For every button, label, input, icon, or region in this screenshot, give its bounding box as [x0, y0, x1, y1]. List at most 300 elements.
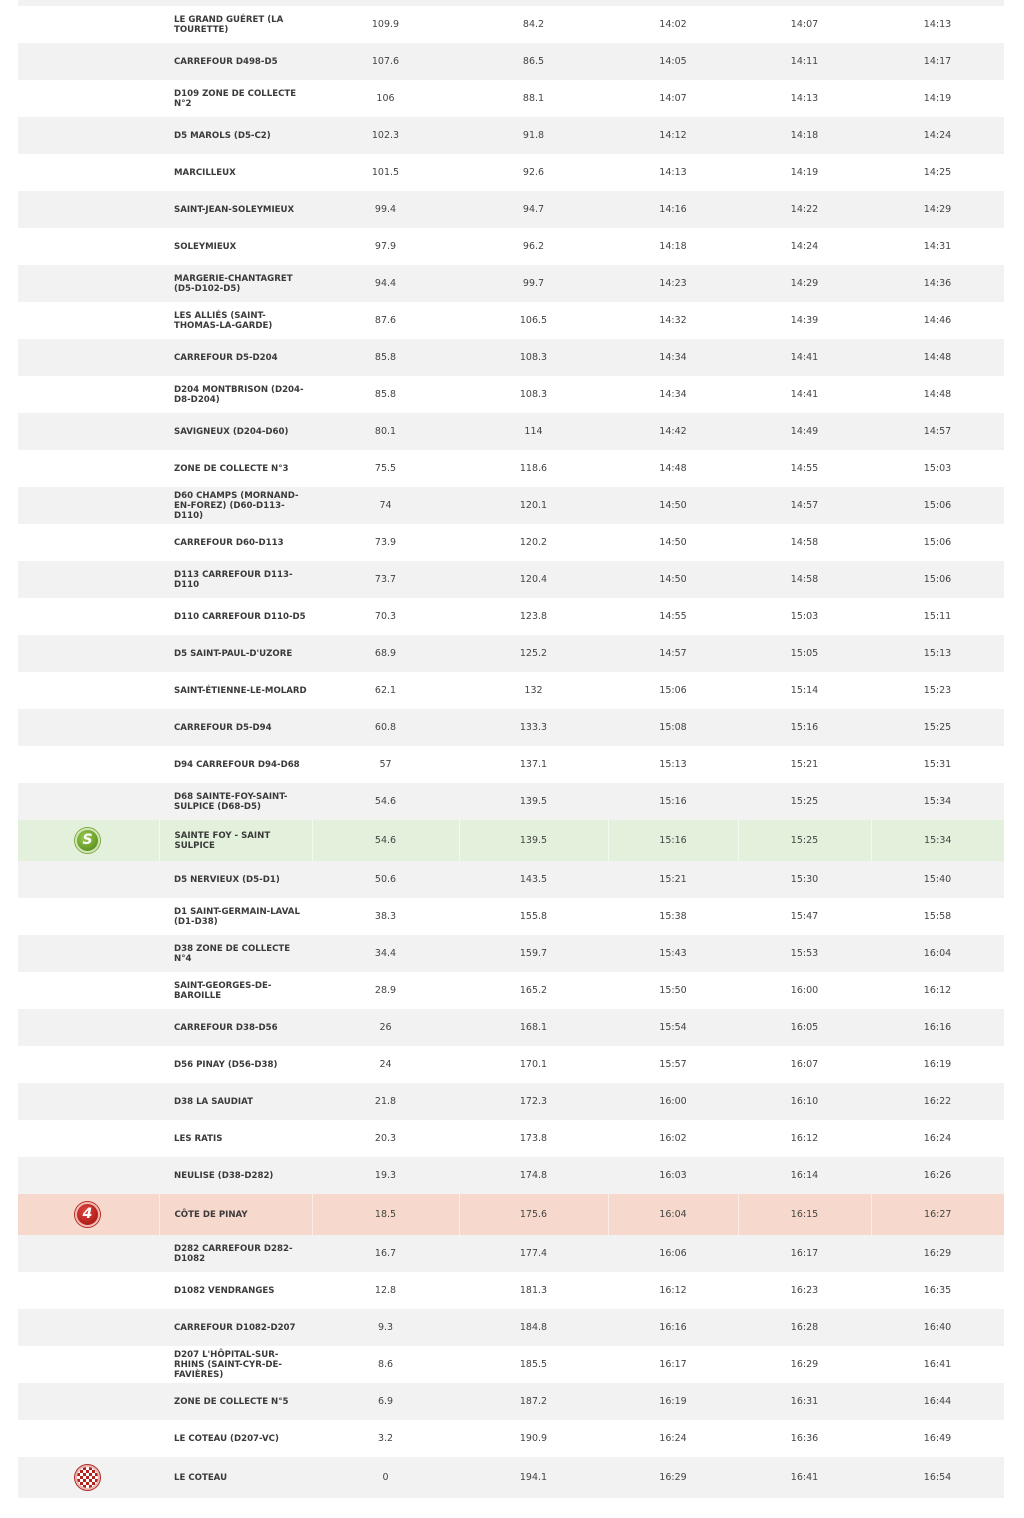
time-average: 14:41	[790, 389, 819, 400]
km-done: 108.3	[459, 339, 608, 376]
place-name: CARREFOUR D498-D5	[159, 43, 312, 80]
km-remaining: 34.4	[312, 935, 459, 972]
time-average: 16:12	[790, 1133, 819, 1144]
time-average: 16:17	[738, 1235, 871, 1272]
km-done: 143.5	[459, 861, 608, 898]
time-average: 16:07	[790, 1059, 819, 1070]
itinerary-row	[18, 487, 1004, 524]
time-average: 14:22	[738, 191, 871, 228]
time-slow: 15:13	[871, 635, 1004, 672]
time-average: 16:05	[738, 1009, 871, 1046]
km-remaining: 94.4	[312, 265, 459, 302]
time-slow: 14:48	[871, 339, 1004, 376]
time-slow: 15:03	[923, 463, 952, 474]
time-slow: 16:26	[871, 1157, 1004, 1194]
time-fast: 16:12	[659, 1285, 687, 1296]
km-done: 96.2	[522, 241, 545, 252]
itinerary-row	[18, 1009, 1004, 1046]
itinerary-row	[18, 746, 1004, 783]
time-average: 14:41	[738, 339, 871, 376]
time-fast: 14:57	[608, 635, 738, 672]
time-average: 14:18	[738, 117, 871, 154]
itinerary-row	[18, 80, 1004, 117]
time-slow: 16:12	[923, 985, 952, 996]
time-average: 15:14	[790, 685, 819, 696]
km-remaining: 60.8	[312, 709, 459, 746]
itinerary-row	[18, 1235, 1004, 1272]
km-remaining: 106	[376, 93, 395, 104]
itinerary-row	[18, 561, 1004, 598]
time-slow: 15:34	[871, 783, 1004, 820]
place-name: LES ALLIÉS (SAINT-THOMAS-LA-GARDE)	[174, 310, 273, 331]
km-remaining: 102.3	[312, 117, 459, 154]
time-slow: 15:34	[871, 820, 1004, 861]
row-marker-cell	[18, 709, 159, 746]
itinerary-row	[18, 228, 1004, 265]
time-average: 16:15	[738, 1194, 871, 1235]
time-average: 14:58	[738, 561, 871, 598]
itinerary-row	[18, 1046, 1004, 1083]
place-name: LE COTEAU (D207-VC)	[174, 1433, 279, 1444]
km-done: 114	[459, 413, 608, 450]
itinerary-row	[18, 635, 1004, 672]
time-fast: 14:34	[659, 389, 687, 400]
finish-flag-icon	[75, 1465, 100, 1490]
time-fast: 14:50	[659, 537, 687, 548]
place-name: D204 MONTBRISON (D204-D8-D204)	[174, 384, 304, 405]
time-average: 14:11	[738, 43, 871, 80]
time-fast: 14:34	[608, 339, 738, 376]
itinerary-row	[18, 1120, 1004, 1157]
km-done: 168.1	[459, 1009, 608, 1046]
time-fast: 15:16	[608, 783, 738, 820]
itinerary-row	[18, 1457, 1004, 1498]
place-name: CARREFOUR D38-D56	[159, 1009, 312, 1046]
km-remaining: 85.8	[312, 339, 459, 376]
km-done: 137.1	[519, 759, 548, 770]
time-slow: 15:40	[871, 861, 1004, 898]
itinerary-row	[18, 1083, 1004, 1120]
time-average: 16:29	[790, 1359, 819, 1370]
itinerary-row	[18, 1383, 1004, 1420]
row-marker-cell	[18, 524, 159, 561]
place-name: D110 CARREFOUR D110-D5	[174, 611, 306, 622]
time-slow: 15:58	[923, 911, 952, 922]
km-remaining: 73.9	[374, 537, 397, 548]
row-marker-cell	[18, 1194, 159, 1235]
time-fast: 14:05	[608, 43, 738, 80]
place-name: CARREFOUR D60-D113	[174, 537, 284, 548]
km-remaining: 101.5	[371, 167, 400, 178]
itinerary-row	[18, 898, 1004, 935]
time-average: 14:07	[790, 19, 819, 30]
time-fast: 16:29	[608, 1457, 738, 1498]
itinerary-row	[18, 450, 1004, 487]
time-fast: 15:08	[608, 709, 738, 746]
place-name: D5 SAINT-PAUL-D'UZORE	[159, 635, 312, 672]
km-remaining: 16.7	[312, 1235, 459, 1272]
row-marker-cell	[18, 1420, 159, 1457]
place-name: SAINT-JEAN-SOLEYMIEUX	[159, 191, 312, 228]
km-done: 185.5	[519, 1359, 548, 1370]
time-slow: 16:22	[871, 1083, 1004, 1120]
time-fast: 15:38	[659, 911, 687, 922]
time-average: 14:13	[790, 93, 819, 104]
row-marker-cell	[18, 339, 159, 376]
time-fast: 15:43	[608, 935, 738, 972]
km-remaining: 87.6	[374, 315, 397, 326]
time-fast: 15:16	[608, 820, 738, 861]
time-fast: 14:16	[608, 191, 738, 228]
itinerary-row	[18, 339, 1004, 376]
itinerary-row	[18, 861, 1004, 898]
row-marker-cell	[18, 487, 159, 524]
time-slow: 14:46	[923, 315, 952, 326]
km-done: 172.3	[459, 1083, 608, 1120]
time-average: 15:25	[738, 783, 871, 820]
row-marker-cell	[18, 6, 159, 43]
km-done: 155.8	[519, 911, 548, 922]
time-fast: 14:02	[659, 19, 687, 30]
row-marker-cell	[18, 1046, 159, 1083]
sprint-icon	[75, 828, 100, 853]
time-slow: 14:24	[871, 117, 1004, 154]
time-average: 15:30	[738, 861, 871, 898]
time-fast: 15:06	[659, 685, 687, 696]
time-fast: 14:12	[608, 117, 738, 154]
time-average: 15:53	[738, 935, 871, 972]
time-fast: 16:00	[608, 1083, 738, 1120]
place-name: CARREFOUR D5-D204	[159, 339, 312, 376]
time-fast: 16:17	[659, 1359, 687, 1370]
time-slow: 16:16	[871, 1009, 1004, 1046]
itinerary-row	[18, 1272, 1004, 1309]
km-remaining: 62.1	[374, 685, 397, 696]
km-done: 118.6	[519, 463, 548, 474]
km-remaining: 24	[379, 1059, 392, 1070]
row-marker-cell	[18, 265, 159, 302]
time-slow: 16:24	[923, 1133, 952, 1144]
km-done: 133.3	[459, 709, 608, 746]
time-fast: 14:13	[659, 167, 687, 178]
time-fast: 14:50	[608, 561, 738, 598]
km-remaining: 21.8	[312, 1083, 459, 1120]
row-marker-cell	[18, 1083, 159, 1120]
time-average: 15:25	[738, 820, 871, 861]
time-fast: 14:55	[659, 611, 687, 622]
km-done: 120.1	[459, 487, 608, 524]
time-fast: 16:04	[608, 1194, 738, 1235]
row-marker-cell	[18, 1457, 159, 1498]
time-slow: 16:19	[923, 1059, 952, 1070]
row-marker-cell	[18, 228, 159, 265]
itinerary-row	[18, 1346, 1004, 1383]
km-done: 94.7	[459, 191, 608, 228]
itinerary-row	[18, 672, 1004, 709]
km-remaining: 12.8	[374, 1285, 397, 1296]
place-name: SAVIGNEUX (D204-D60)	[159, 413, 312, 450]
time-slow: 14:36	[871, 265, 1004, 302]
km-done: 106.5	[519, 315, 548, 326]
km-remaining: 74	[312, 487, 459, 524]
time-fast: 15:21	[608, 861, 738, 898]
km-done: 175.6	[459, 1194, 608, 1235]
time-fast: 14:18	[659, 241, 687, 252]
time-slow: 16:41	[923, 1359, 952, 1370]
itinerary-row	[18, 117, 1004, 154]
place-name: D68 SAINTE-FOY-SAINT-SULPICE (D68-D5)	[159, 783, 312, 820]
itinerary-row	[18, 524, 1004, 561]
row-marker-cell	[18, 746, 159, 783]
row-marker-cell	[18, 820, 159, 861]
time-average: 16:23	[790, 1285, 819, 1296]
itinerary-row	[18, 1420, 1004, 1457]
time-average: 15:03	[790, 611, 819, 622]
km-done: 170.1	[519, 1059, 548, 1070]
time-fast: 15:54	[608, 1009, 738, 1046]
time-slow: 14:25	[923, 167, 952, 178]
time-average: 14:49	[738, 413, 871, 450]
km-done: 190.9	[519, 1433, 548, 1444]
km-remaining: 18.5	[312, 1194, 459, 1235]
km-remaining: 6.9	[312, 1383, 459, 1420]
place-name: CÔTE DE PINAY	[159, 1194, 312, 1235]
km-done: 194.1	[459, 1457, 608, 1498]
time-slow: 15:06	[923, 537, 952, 548]
marker-label: S	[82, 832, 93, 848]
time-slow: 16:54	[871, 1457, 1004, 1498]
time-average: 16:28	[738, 1309, 871, 1346]
km-remaining: 109.9	[371, 19, 400, 30]
time-slow: 16:40	[871, 1309, 1004, 1346]
time-average: 16:10	[738, 1083, 871, 1120]
km-remaining: 50.6	[312, 861, 459, 898]
km-done: 123.8	[519, 611, 548, 622]
row-marker-cell	[18, 80, 159, 117]
row-marker-cell	[18, 861, 159, 898]
row-marker-cell	[18, 302, 159, 339]
row-marker-cell	[18, 1346, 159, 1383]
place-name: D56 PINAY (D56-D38)	[174, 1059, 278, 1070]
time-fast: 16:02	[659, 1133, 687, 1144]
km-done: 125.2	[459, 635, 608, 672]
km-done: 120.2	[519, 537, 548, 548]
itinerary-row	[18, 6, 1004, 43]
km-done: 165.2	[519, 985, 548, 996]
time-average: 14:19	[790, 167, 819, 178]
time-average: 16:41	[738, 1457, 871, 1498]
itinerary-row	[18, 1309, 1004, 1346]
place-name: LES RATIS	[174, 1133, 223, 1144]
km-done: 174.8	[459, 1157, 608, 1194]
km-done: 181.3	[519, 1285, 548, 1296]
row-marker-cell	[18, 450, 159, 487]
time-average: 16:36	[790, 1433, 819, 1444]
place-name: D1 SAINT-GERMAIN-LAVAL (D1-D38)	[174, 906, 300, 927]
time-slow: 14:17	[871, 43, 1004, 80]
km-done: 99.7	[459, 265, 608, 302]
row-marker-cell	[18, 935, 159, 972]
place-name: SAINT-ÉTIENNE-LE-MOLARD	[174, 685, 307, 696]
time-slow: 14:13	[923, 19, 952, 30]
time-slow: 14:48	[923, 389, 952, 400]
time-slow: 15:06	[871, 487, 1004, 524]
time-fast: 16:19	[608, 1383, 738, 1420]
row-marker-cell	[18, 1272, 159, 1309]
itinerary-table	[18, 6, 1004, 1498]
time-average: 14:29	[738, 265, 871, 302]
place-name: D282 CARREFOUR D282-D1082	[159, 1235, 312, 1272]
km-done: 88.1	[522, 93, 545, 104]
time-fast: 14:48	[659, 463, 687, 474]
km-remaining: 28.9	[374, 985, 397, 996]
km-remaining: 9.3	[312, 1309, 459, 1346]
row-marker-cell	[18, 672, 159, 709]
row-marker-cell	[18, 898, 159, 935]
km-remaining: 0	[312, 1457, 459, 1498]
itinerary-row	[18, 265, 1004, 302]
km-done: 91.8	[459, 117, 608, 154]
km-remaining: 19.3	[312, 1157, 459, 1194]
row-marker-cell	[18, 1383, 159, 1420]
km-done: 84.2	[522, 19, 545, 30]
time-average: 14:24	[790, 241, 819, 252]
place-name: D94 CARREFOUR D94-D68	[174, 759, 300, 770]
place-name: D5 NERVIEUX (D5-D1)	[159, 861, 312, 898]
row-marker-cell	[18, 635, 159, 672]
place-name: D109 ZONE DE COLLECTE N°2	[174, 88, 297, 109]
place-name: SOLEYMIEUX	[174, 241, 237, 252]
itinerary-row	[18, 1157, 1004, 1194]
place-name: NEULISE (D38-D282)	[159, 1157, 312, 1194]
km-remaining: 107.6	[312, 43, 459, 80]
itinerary-row	[18, 376, 1004, 413]
itinerary-row	[18, 43, 1004, 80]
time-slow: 16:29	[871, 1235, 1004, 1272]
time-slow: 15:25	[871, 709, 1004, 746]
time-fast: 15:13	[659, 759, 687, 770]
row-marker-cell	[18, 1235, 159, 1272]
row-marker-cell	[18, 1009, 159, 1046]
time-average: 15:21	[790, 759, 819, 770]
km-remaining: 38.3	[374, 911, 397, 922]
time-average: 14:55	[790, 463, 819, 474]
time-fast: 16:03	[608, 1157, 738, 1194]
place-name: LE COTEAU	[159, 1457, 312, 1498]
time-slow: 15:23	[923, 685, 952, 696]
itinerary-row	[18, 935, 1004, 972]
km-done: 173.8	[519, 1133, 548, 1144]
place-name: D207 L'HÔPITAL-SUR-RHINS (SAINT-CYR-DE-FAVIÈRES)	[174, 1349, 282, 1380]
km-remaining: 70.3	[374, 611, 397, 622]
row-marker-cell	[18, 376, 159, 413]
km-remaining: 8.6	[377, 1359, 394, 1370]
km-remaining: 3.2	[377, 1433, 394, 1444]
time-slow: 16:35	[923, 1285, 952, 1296]
climb-category-4-icon	[75, 1202, 100, 1227]
row-marker-cell	[18, 117, 159, 154]
place-name: SAINT-GEORGES-DE-BAROILLE	[174, 980, 272, 1001]
row-marker-cell	[18, 413, 159, 450]
place-name: MARGERIE-CHANTAGRET (D5-D102-D5)	[159, 265, 312, 302]
row-marker-cell	[18, 1309, 159, 1346]
time-slow: 15:11	[923, 611, 952, 622]
itinerary-row	[18, 820, 1004, 861]
itinerary-row	[18, 972, 1004, 1009]
itinerary-row	[18, 302, 1004, 339]
time-slow: 14:57	[871, 413, 1004, 450]
km-remaining: 75.5	[374, 463, 397, 474]
place-name: D38 ZONE DE COLLECTE N°4	[159, 935, 312, 972]
time-fast: 16:16	[608, 1309, 738, 1346]
time-fast: 15:57	[659, 1059, 687, 1070]
row-marker-cell	[18, 1157, 159, 1194]
time-slow: 14:31	[923, 241, 952, 252]
place-name: D5 MAROLS (D5-C2)	[159, 117, 312, 154]
place-name: D38 LA SAUDIAT	[159, 1083, 312, 1120]
place-name: D1082 VENDRANGES	[174, 1285, 275, 1296]
km-done: 184.8	[459, 1309, 608, 1346]
row-marker-cell	[18, 154, 159, 191]
place-name: LE GRAND GUÉRET (LA TOURETTE)	[174, 14, 284, 35]
km-remaining: 26	[312, 1009, 459, 1046]
place-name: D60 CHAMPS (MORNAND-EN-FOREZ) (D60-D113-D110)	[159, 487, 312, 524]
time-fast: 14:23	[608, 265, 738, 302]
place-name: CARREFOUR D1082-D207	[159, 1309, 312, 1346]
time-average: 16:31	[738, 1383, 871, 1420]
time-slow: 15:06	[871, 561, 1004, 598]
itinerary-row	[18, 1194, 1004, 1235]
km-done: 159.7	[459, 935, 608, 972]
time-average: 16:14	[738, 1157, 871, 1194]
row-marker-cell	[18, 972, 159, 1009]
km-remaining: 97.9	[374, 241, 397, 252]
km-remaining: 73.7	[312, 561, 459, 598]
km-remaining: 57	[379, 759, 392, 770]
time-average: 14:57	[738, 487, 871, 524]
place-name: ZONE DE COLLECTE N°5	[159, 1383, 312, 1420]
itinerary-row	[18, 709, 1004, 746]
time-fast: 14:07	[659, 93, 687, 104]
time-average: 15:47	[790, 911, 819, 922]
time-average: 14:39	[790, 315, 819, 326]
row-marker-cell	[18, 783, 159, 820]
time-fast: 14:50	[608, 487, 738, 524]
itinerary-rows	[18, 6, 1004, 1498]
time-slow: 14:29	[871, 191, 1004, 228]
place-name: SAINTE FOY - SAINT SULPICE	[159, 820, 312, 861]
km-done: 120.4	[459, 561, 608, 598]
time-slow: 15:31	[923, 759, 952, 770]
row-marker-cell	[18, 598, 159, 635]
time-fast: 16:06	[608, 1235, 738, 1272]
time-average: 15:16	[738, 709, 871, 746]
time-slow: 16:04	[871, 935, 1004, 972]
row-marker-cell	[18, 191, 159, 228]
place-name: MARCILLEUX	[174, 167, 236, 178]
time-slow: 16:44	[871, 1383, 1004, 1420]
km-remaining: 80.1	[312, 413, 459, 450]
time-slow: 16:27	[871, 1194, 1004, 1235]
row-marker-cell	[18, 43, 159, 80]
km-done: 86.5	[459, 43, 608, 80]
time-slow: 14:19	[923, 93, 952, 104]
km-remaining: 54.6	[312, 783, 459, 820]
km-done: 139.5	[459, 820, 608, 861]
time-average: 15:05	[738, 635, 871, 672]
time-average: 16:00	[790, 985, 819, 996]
time-fast: 16:24	[659, 1433, 687, 1444]
